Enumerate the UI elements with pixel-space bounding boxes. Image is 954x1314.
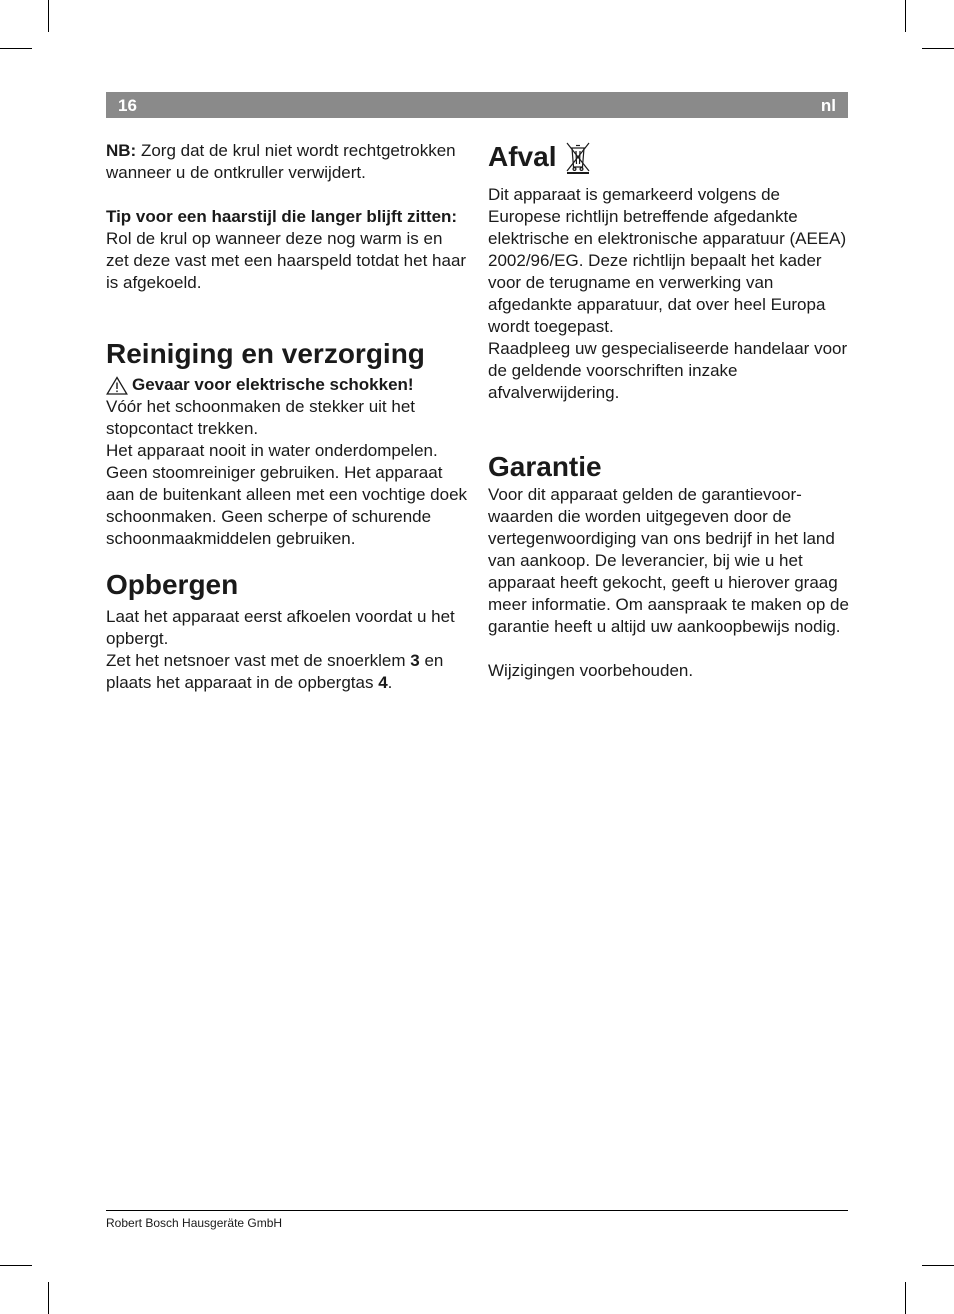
cleaning-paragraph-1: Vóór het schoonmaken de stekker uit het stopcontact trekken. [106, 397, 416, 438]
storage-heading: Opbergen [106, 569, 239, 600]
crop-mark [905, 0, 906, 32]
crop-mark [905, 1282, 906, 1314]
waste-paragraph-1: Dit apparaat is gemarkeerd volgens de Europese richtlijn betreffende afgedankte elektrische en elektronische apparatuur (AEEA) 2002/96/EG. Deze richtlijn bepaalt het kader voor de terugname en verwerking van afgedankte apparatuur, dat over heel Europa wordt toegepast. [488, 185, 847, 336]
right-column [488, 140, 850, 682]
crossed-out-bin-icon [564, 140, 592, 174]
page-number: 16 [118, 96, 137, 115]
crop-mark [922, 1265, 954, 1266]
footer-company: Robert Bosch Hausgeräte GmbH [106, 1216, 283, 1230]
storage-paragraph-2: Zet het netsnoer vast met de snoerklem 3 en plaats het apparaat in de opbergtas 4. [106, 651, 444, 692]
shock-warning [106, 374, 468, 396]
waste-paragraph-2: Raadpleeg uw gespecialiseerde handelaar voor de geldende voorschriften inzake afvalverwijdering. [488, 339, 848, 402]
nb-label: NB: [106, 141, 137, 160]
left-column [106, 140, 468, 694]
nb-paragraph [106, 140, 468, 184]
warranty-paragraph-1: Voor dit apparaat gelden de garantievoor-waarden die worden uitgegeven door de vertegenwoordiging van ons bedrijf in het land van aankoop. De leverancier, bij wie u het apparaat heeft gekocht, geeft u hierover graag meer informatie. Om aanspraak te maken op de garantie heeft u altijd uw aankoopbewijs nodig. [488, 485, 849, 636]
cleaning-heading: Reiniging en verzorging [106, 338, 425, 369]
storage-paragraph-1: Laat het apparaat eerst afkoelen voordat u het opbergt. [106, 607, 455, 648]
cleaning-paragraph-2: Het apparaat nooit in water onderdompelen. Geen stoomreiniger gebruiken. Het apparaat aan de buitenkant alleen met een vochtige doek schoonmaken. Geen scherpe of schurende schoonmaakmiddelen gebruiken. [106, 441, 468, 548]
page-header [106, 92, 848, 118]
warranty-paragraph-2: Wijzigingen voorbehouden. [488, 661, 694, 680]
tip-label: Tip voor een haarstijl die langer blijft zitten: [106, 207, 458, 226]
part-number-3: 3 [410, 651, 420, 670]
tip-text: Rol de krul op wanneer deze nog warm is en zet deze vast met een haarspeld totdat het haar is afgekoeld. [106, 229, 467, 292]
waste-title: Afval [488, 141, 557, 172]
waste-heading [488, 140, 850, 174]
crop-mark [0, 1265, 32, 1266]
crop-mark [922, 48, 954, 49]
language-code: nl [820, 96, 836, 115]
nb-text: Zorg dat de krul niet wordt rechtgetrokken wanneer u de ontkruller verwijdert. [106, 141, 456, 182]
part-number-4: 4 [378, 673, 388, 692]
warranty-heading: Garantie [488, 451, 602, 482]
warning-triangle-icon [106, 376, 128, 395]
footer-divider [106, 1210, 848, 1211]
warning-text: Gevaar voor elektrische schokken! [132, 375, 414, 394]
crop-mark [48, 0, 49, 32]
tip-paragraph [106, 206, 468, 294]
crop-mark [48, 1282, 49, 1314]
crop-mark [0, 48, 32, 49]
